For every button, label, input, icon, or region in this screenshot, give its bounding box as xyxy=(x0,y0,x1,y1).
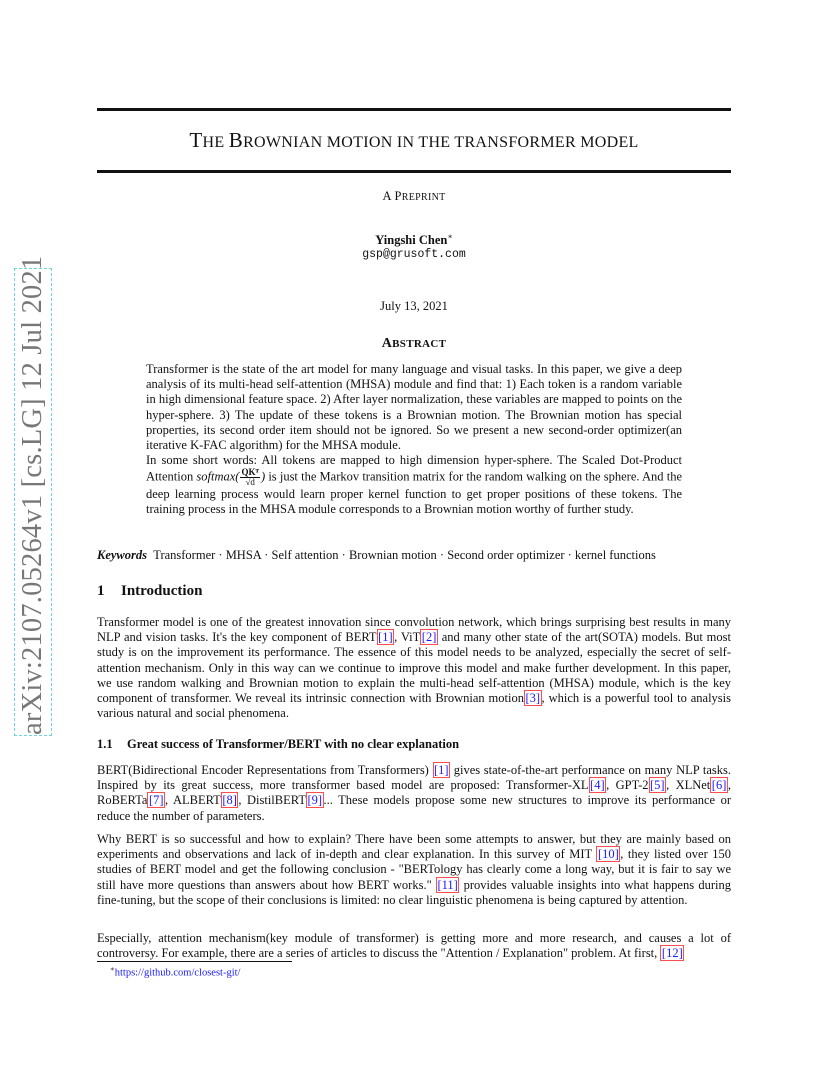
section-1-heading: 1 Introduction xyxy=(97,583,203,599)
attention-fraction: $\frac{\text{QKᵀ}}{√d}$ xyxy=(241,467,259,488)
citation-link[interactable]: [8] xyxy=(222,793,237,808)
abstract-heading: ABSTRACT xyxy=(381,336,447,351)
title-top-rule xyxy=(97,108,731,111)
author-footnote-mark[interactable]: ∗ xyxy=(447,232,453,241)
softmax-formula: softmax( xyxy=(196,469,240,484)
arxiv-identifier[interactable]: arXiv:2107.05264v1 [cs.LG] 12 Jul 2021 xyxy=(17,255,48,735)
attention-paragraph: Especially, attention mechanism(key module of transformer) is getting more and more research, and causes a lot of controversy. For example, there are a series of articles to discuss the "Attention / Explanation" problem. At first, [12] xyxy=(97,931,731,961)
abstract-paragraph-1: Transformer is the state of the art model for many language and visual tasks. In this paper, we give a deep analysis of its multi-head self-attention (MHSA) module and find that: 1) Each token is a random variable in high dimensional feature space. 2) After layer normalization, these variables are mapped to points on the hyper-sphere. 3) The update of these tokens is a Brownian motion. The Brownian motion has special properties, its second order item should not be ignored. So we present a new second-order optimizer(an iterative K-FAC algorithm) for the MHSA module. xyxy=(146,362,682,453)
citation-link[interactable]: [4] xyxy=(590,778,605,793)
introduction-paragraph: Transformer model is one of the greatest innovation since convolution network, which brings surprising best results in many NLP and vision tasks. It's the key component of BERT [1] , ViT [2] and many other state of the art(SOTA) models. But most study is on the improvement its performance. The essence of this model needs to be analyzed, especially the secret of self-attention mechanism. Only in this way can we continue to improve this model and make further development. In this paper, we use random walking and Brownian motion to explain the multi-head self-attention (MHSA) module, which is the key component of transformer. We reveal its intrinsic connection with Brownian motion [3] , which is a powerful tool to analysis various natural and social phenomena. xyxy=(97,615,732,721)
author-name: Yingshi Chen∗ xyxy=(375,232,453,248)
subsection-1-1-heading: 1.1 Great success of Transformer/BERT with no clear explanation xyxy=(97,737,460,751)
keywords-text: Transformer · MHSA · Self attention · Brownian motion · Second order optimizer · kernel functions xyxy=(153,548,656,562)
footnote-rule xyxy=(97,961,292,962)
preprint-label: A PREPRINT xyxy=(382,189,446,203)
citation-link[interactable]: [10] xyxy=(597,847,619,862)
citation-link[interactable]: [12] xyxy=(661,946,683,961)
citation-link[interactable]: [7] xyxy=(148,793,164,808)
keywords-line xyxy=(97,548,731,563)
paper-date: July 13, 2021 xyxy=(380,299,448,313)
title-bottom-rule xyxy=(97,170,731,173)
abstract-paragraph-2: In some short words: All tokens are mapped to high dimension hyper-sphere. The Scaled Dot-Product Attention softmax( $\frac{\text{QKᵀ}}{√d}$ ) is just the Markov transition matrix for the random walking on the sphere. And the deep learning process would learn proper kernel function to get proper positions of these tokens. The training process in the MHSA module corresponds to a Brownian motion worthy of further study. xyxy=(146,453,682,517)
citation-link[interactable]: [2] xyxy=(421,630,437,645)
citation-link[interactable]: [1] xyxy=(434,763,449,777)
footnote-url[interactable]: https://github.com/closest-git/ xyxy=(114,967,241,979)
citation-link[interactable]: [5] xyxy=(650,778,665,793)
footnote: ∗https://github.com/closest-git/ xyxy=(110,965,241,979)
bert-paragraph: BERT(Bidirectional Encoder Representations from Transformers) [1] gives state-of-the-art performance on many NLP tasks. Inspired by its great success, more transformer based model are proposed: Transformer-XL [4] , GPT-2 [5] , XLNet [6] , RoBERTa [7] , ALBERT [8] , DistilBERT [9] ... These models propose some new structures to improve its performance or reduce the number of parameters. xyxy=(97,763,731,823)
why-bert-paragraph: Why BERT is so successful and how to explain? There have been some attempts to answer, but they are mainly based on experiments and observations and lack of in-depth and clear explanation. In this survey of MIT [10] , they listed over 150 studies of BERT model and get the following conclusion - "BERTology has clearly come a long way, but it is fair to say we still have more questions than answers about how BERT works." [11] provides valuable insights into what happens during fine-tuning, but the scope of their conclusions is limited: no clear linguistic phenomena is being captured by attention. xyxy=(97,832,731,907)
citation-link[interactable]: [11] xyxy=(437,877,458,892)
citation-link[interactable]: [9] xyxy=(307,793,323,808)
author-email[interactable]: gsp@grusoft.com xyxy=(362,248,466,261)
citation-link[interactable]: [3] xyxy=(525,691,541,706)
keywords-label: Keywords xyxy=(97,548,147,562)
citation-link[interactable]: [1] xyxy=(378,630,393,645)
citation-link[interactable]: [6] xyxy=(711,778,727,793)
paper-title: THE BROWNIAN MOTION IN THE TRANSFORMER MODEL xyxy=(189,128,639,152)
